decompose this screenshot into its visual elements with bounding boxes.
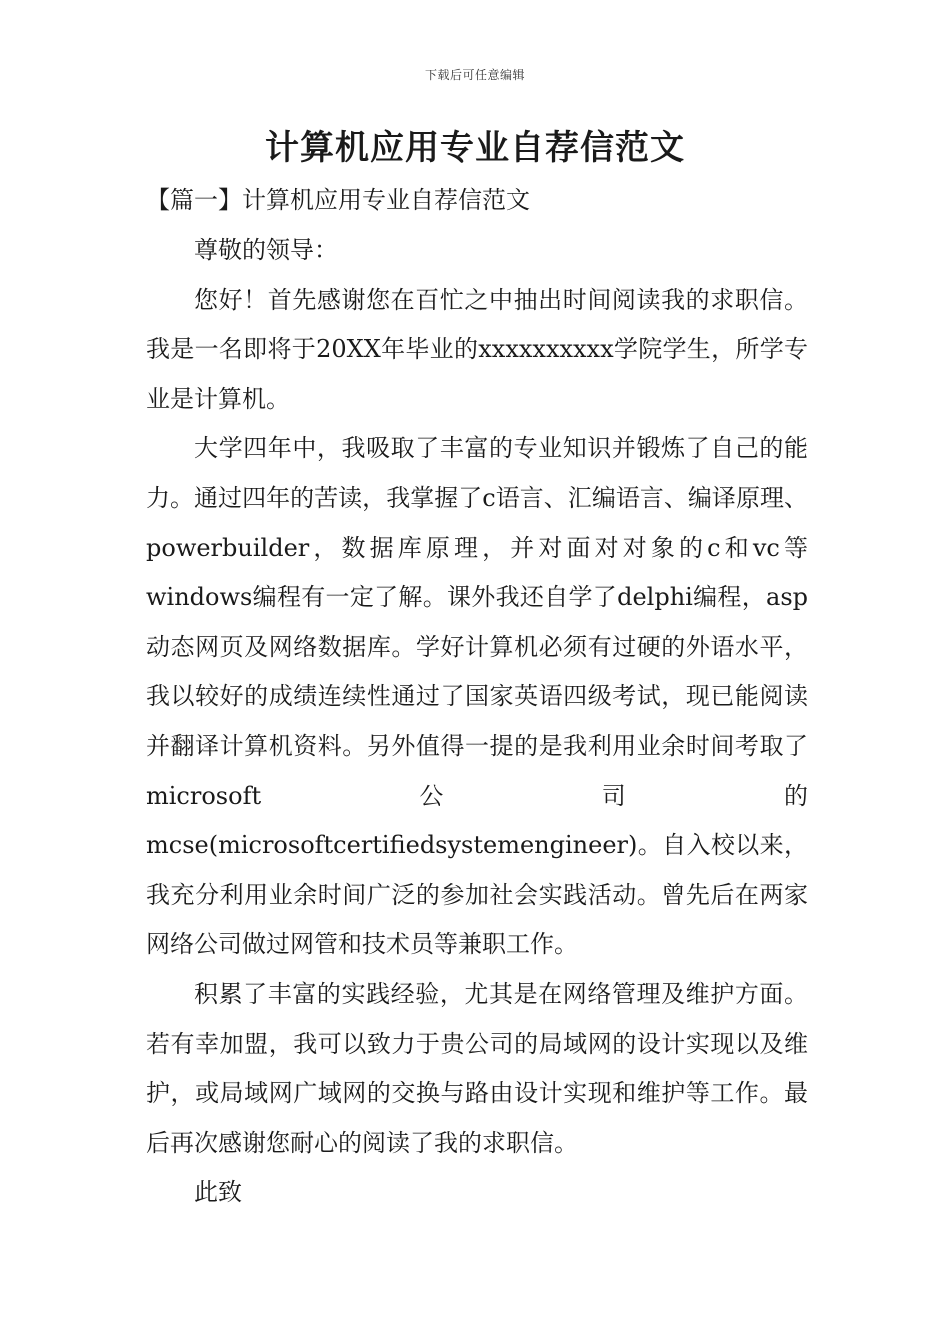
paragraph-skills: 大学四年中，我吸取了丰富的专业知识并锻炼了自己的能力。通过四年的苦读，我掌握了c语言、汇编语言、编译原理、powerbuilder，数据库原理，并对面对对象的c和vc等windows编程有一定了解。课外我还自学了delphi编程，asp动态网页及网络数据库。学好计算机必须有过硬的外语水平，我以较好的成绩连续性通过了国家英语四级考试，现已能阅读并翻译计算机资料。另外值得一提的是我利用业余时间考取了microsoft公司的mcse(microsoftcertifiedsystemengineer)。自入校以来，我充分利用业余时间广泛的参加社会实践活动。曾先后在两家网络公司做过网管和技术员等兼职工作。 (146, 434, 808, 959)
letter-body (146, 226, 808, 1218)
salutation: 尊敬的领导： (194, 236, 338, 264)
section-heading: 【篇一】计算机应用专业自荐信范文 (146, 186, 530, 214)
document-title: 计算机应用专业自荐信范文 (265, 128, 685, 168)
closing: 此致 (194, 1178, 242, 1207)
header-note: 下载后可任意编辑 (424, 68, 525, 82)
paragraph-experience: 积累了丰富的实践经验，尤其是在网络管理及维护方面。若有幸加盟，我可以致力于贵公司的局域网的设计实现以及维护，或局域网广域网的交换与路由设计实现和维护等工作。最后再次感谢您耐心的阅读了我的求职信。 (146, 979, 808, 1157)
paragraph-greeting: 您好！首先感谢您在百忙之中抽出时间阅读我的求职信。我是一名即将于20XX年毕业的xxxxxxxxxx学院学生，所学专业是计算机。 (146, 285, 808, 413)
